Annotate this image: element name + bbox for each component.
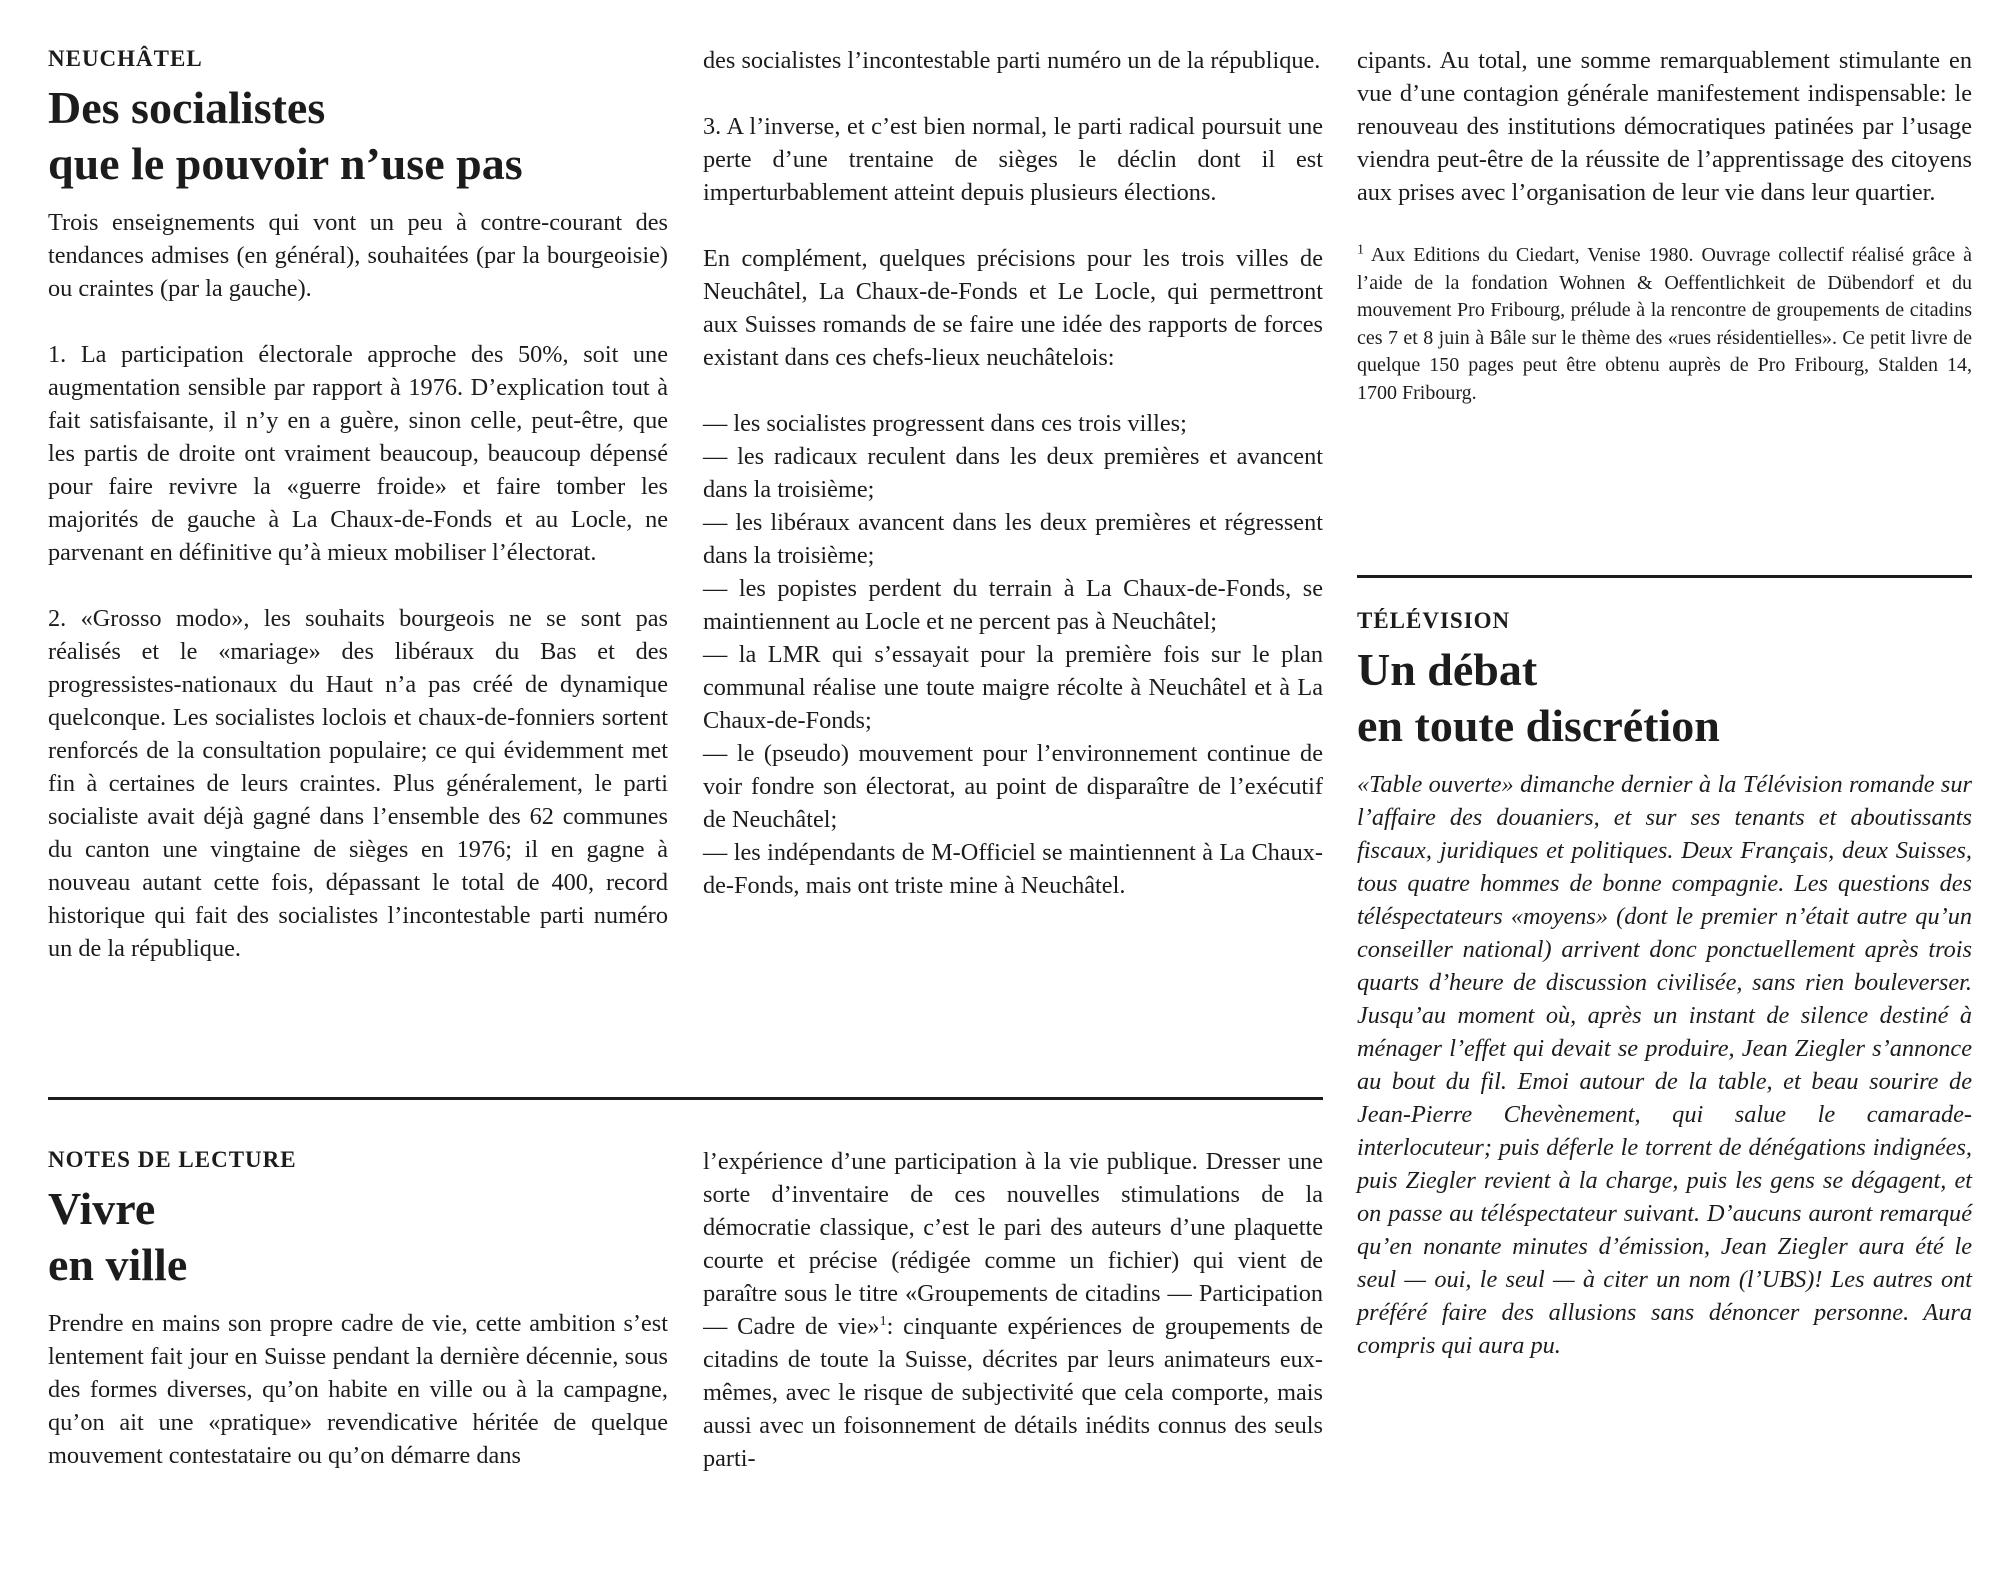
article-television: [1357, 606, 1972, 1362]
article-neuchatel-col2: [703, 44, 1323, 902]
headline-line: Des socialistes: [48, 82, 326, 133]
article-neuchatel-col1: [48, 44, 668, 1000]
section-divider: [48, 1097, 1323, 1100]
point-2-continued: des socialistes l’incontestable parti numéro un de la république.: [703, 47, 1321, 74]
list-item: — les radicaux reculent dans les deux premières et avancent dans la troisième;: [703, 443, 1323, 503]
footnote-marker: 1: [879, 1313, 887, 1329]
footnote: [1357, 242, 1972, 407]
article-lecture-col2: [703, 1145, 1323, 1511]
lecture-paragraph-cont: l’expérience d’une participation à la vie publique. Dresser une sorte d’inventaire de ces nouvelles stimulations de la démocratie classique, c’est le pari des auteurs d’une plaquette courte et précise (rédigée comme un fichier) qui vient de paraître sous le titre «Groupements de citadins — Participation — Cadre de vie»$^1$: cinquante expériences de groupements de citadins de toute la Suisse, décrites par leurs animateurs eux-mêmes, avec le risque de subjectivité que cela comporte, mais aussi avec un foisonnement de détails inédits connus des seuls parti-: [703, 1148, 1323, 1472]
kicker-neuchatel: NEUCHÂTEL: [48, 46, 203, 71]
headline-line: en ville: [48, 1239, 188, 1290]
list-item: — les socialistes progressent dans ces trois villes;: [703, 410, 1187, 437]
headline-line: en toute discrétion: [1357, 700, 1720, 751]
intro-paragraph: Trois enseignements qui vont un peu à contre-courant des tendances admises (en général), souhaitées (par la bourgeoisie) ou craintes (par la gauche).: [48, 209, 668, 302]
headline-television: [1357, 642, 1972, 754]
television-paragraph: «Table ouverte» dimanche dernier à la Télévision romande sur l’affaire des douaniers, et sur ses tenants et aboutissants fiscaux, juridiques et politiques. Deux Français, deux Suisses, tous quatre hommes de bonne compagnie. Les questions des téléspectateurs «moyens» (dont le premier n’était autre qu’un conseiller national) arrivent donc ponctuellement après trois quarts d’heure de discussion civilisée, sans rien bouleverser. Jusqu’au moment où, après un instant de silence destiné à ménager l’effet qui devait se produire, Jean Ziegler s’annonce au bout du fil. Emoi autour de la table, et beau sourire de Jean-Pierre Chevènement, qui salue le camarade-interlocuteur; puis déferle le torrent de dénégations indignées, puis Ziegler revient à la charge, puis les gens se dégagent, et on passe au téléspectateur suivant. D’aucuns auront remarqué qu’en nonante minutes d’émission, Jean Ziegler aura été le seul — oui, le seul — à citer un nom (l’UBS)! Les autres ont préféré faire des allusions sans dénoncer personne. Aura compris qui aura pu.: [1357, 771, 1972, 1359]
kicker-television: TÉLÉVISION: [1357, 608, 1511, 633]
section-divider: [1357, 575, 1972, 578]
results-list: [703, 407, 1323, 902]
headline-line: Un débat: [1357, 644, 1538, 695]
headline-neuchatel: [48, 80, 668, 192]
list-item: — les popistes perdent du terrain à La Chaux-de-Fonds, se maintiennent au Locle et ne percent pas à Neuchâtel;: [703, 575, 1323, 635]
headline-line: Vivre: [48, 1183, 156, 1234]
point-2-paragraph: 2. «Grosso modo», les souhaits bourgeois ne se sont pas réalisés et le «mariage» des libéraux du Bas et des progressistes-nationaux du Haut n’a pas créé de dynamique quelconque. Les socialistes loclois et chaux-de-fonniers sortent renforcés de la consultation populaire; ce qui évidemment met fin à certaines de leurs craintes. Plus généralement, le parti socialiste avait déjà gagné dans l’ensemble des 62 communes du canton une vingtaine de sièges en 1976; il en gagne à nouveau autant cette fois, dépassant le total de 400, record historique qui fait des socialistes l’incontestable parti numéro un de la république.: [48, 605, 668, 962]
lecture-paragraph-end: cipants. Au total, une somme remarquablement stimulante en vue d’une contagion générale manifestement indispensable: le renouveau des institutions démocratiques patinées par l’usage viendra peut-être de la réussite de l’apprentissage des citoyens aux prises avec l’organisation de leur vie dans leur quartier.: [1357, 47, 1972, 206]
footnote-number: 1: [1357, 242, 1364, 258]
list-item: — le (pseudo) mouvement pour l’environnement continue de voir fondre son électorat, au point de disparaître de l’exécutif de Neuchâtel;: [703, 740, 1323, 833]
complement-paragraph: En complément, quelques précisions pour les trois villes de Neuchâtel, La Chaux-de-Fonds et Le Locle, qui permettront aux Suisses romands de se faire une idée des rapports de forces existant dans ces chefs-lieux neuchâtelois:: [703, 245, 1323, 371]
point-1-paragraph: 1. La participation électorale approche des 50%, soit une augmentation sensible par rapport à 1976. D’explication tout à fait satisfaisante, il n’y en a guère, sinon celle, peut-être, que les partis de droite ont vraiment beaucoup, beaucoup dépensé pour faire revivre la «guerre froide» et faire tomber les majorités de gauche à La Chaux-de-Fonds et au Locle, ne parvenant en définitive qu’à mieux mobiliser l’électorat.: [48, 341, 668, 566]
headline-lecture: [48, 1181, 668, 1293]
headline-line: que le pouvoir n’use pas: [48, 138, 523, 189]
article-lecture-col1: [48, 1145, 668, 1505]
kicker-lecture: NOTES DE LECTURE: [48, 1147, 297, 1172]
article-lecture-col3: [1357, 44, 1972, 407]
point-3-paragraph: 3. A l’inverse, et c’est bien normal, le parti radical poursuit une perte d’une trentaine de sièges le déclin dont il est imperturbablement atteint depuis plusieurs élections.: [703, 113, 1323, 206]
list-item: — la LMR qui s’essayait pour la première fois sur le plan communal réalise une toute maigre récolte à Neuchâtel et à La Chaux-de-Fonds;: [703, 641, 1323, 734]
footnote-text: Aux Editions du Ciedart, Venise 1980. Ouvrage collectif réalisé grâce à l’aide de la fondation Wohnen & Oeffentlichkeit de Dübendorf et du mouvement Pro Fribourg, prélude à la rencontre de groupements de citadins ces 7 et 8 juin à Bâle sur le thème des «rues résidentielles». Ce petit livre de quelque 150 pages peut être obtenu auprès de Pro Fribourg, Stalden 14, 1700 Fribourg.: [1357, 244, 1973, 404]
list-item: — les libéraux avancent dans les deux premières et régressent dans la troisième;: [703, 509, 1323, 569]
lecture-paragraph: Prendre en mains son propre cadre de vie, cette ambition s’est lentement fait jour en Suisse pendant la dernière décennie, sous des formes diverses, qu’on habite en ville ou à la campagne, qu’on ait une «pratique» revendicative héritée de quelque mouvement contestataire ou qu’on démarre dans: [48, 1310, 668, 1469]
list-item: — les indépendants de M-Officiel se maintiennent à La Chaux-de-Fonds, mais ont triste mine à Neuchâtel.: [703, 839, 1323, 899]
